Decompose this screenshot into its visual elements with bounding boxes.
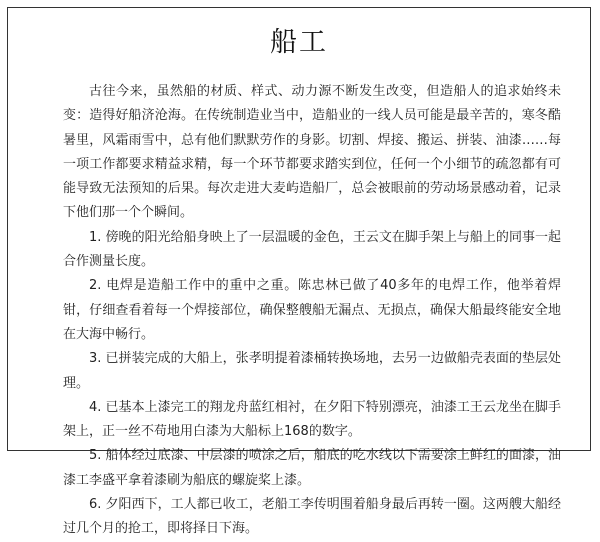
list-item: 2. 电焊是造船工作中的重中之重。陈忠林已做了40多年的电焊工作，他举着焊钳，仔细查看着每一个焊接部位，确保整艘船无漏点、无损点，确保大船最终能安全地在大海中畅行。 <box>63 278 561 342</box>
list-item: 1. 傍晚的阳光给船身映上了一层温暖的金色，王云文在脚手架上与船上的同事一起合作测量长度。 <box>63 229 561 270</box>
page-title: 船工 <box>270 27 328 58</box>
list-item: 5. 船体经过底漆、中层漆的喷涂之后，船底的吃水线以下需要涂上鲜红的面漆，油漆工李盛平拿着漆刷为船底的螺旋桨上漆。 <box>63 448 561 488</box>
document-frame <box>7 7 591 537</box>
article-body <box>63 80 561 542</box>
intro-paragraph: 古往今来，虽然船的材质、样式、动力源不断发生改变，但造船人的追求始终未变：造得好船济沧海。在传统制造业当中，造船业的一线人员可能是最辛苦的，寒冬酷暑里，风霜雨雪中，总有他们默默劳作的身影。切割、焊接、搬运、拼装、油漆……每一项工作都要求精益求精，每一个环节都要求踏实到位，任何一个小细节的疏忽都有可能导致无法预知的后果。每次走进大麦屿造船厂，总会被眼前的劳动场景感动着，记录下他们那一个个瞬间。 <box>63 84 561 221</box>
list-item: 6. 夕阳西下，工人都已收工，老船工李传明围着船身最后再转一圈。这两艘大船经过几个月的抢工，即将择日下海。 <box>63 497 561 537</box>
list-item: 3. 已拼装完成的大船上，张孝明提着漆桶转换场地，去另一边做船壳表面的垫层处理。 <box>63 351 561 391</box>
list-item: 4. 已基本上漆完工的翔龙舟蓝红相衬，在夕阳下特别漂亮，油漆工王云龙坐在脚手架上，正一丝不苟地用白漆为大船标上168的数字。 <box>63 399 561 440</box>
